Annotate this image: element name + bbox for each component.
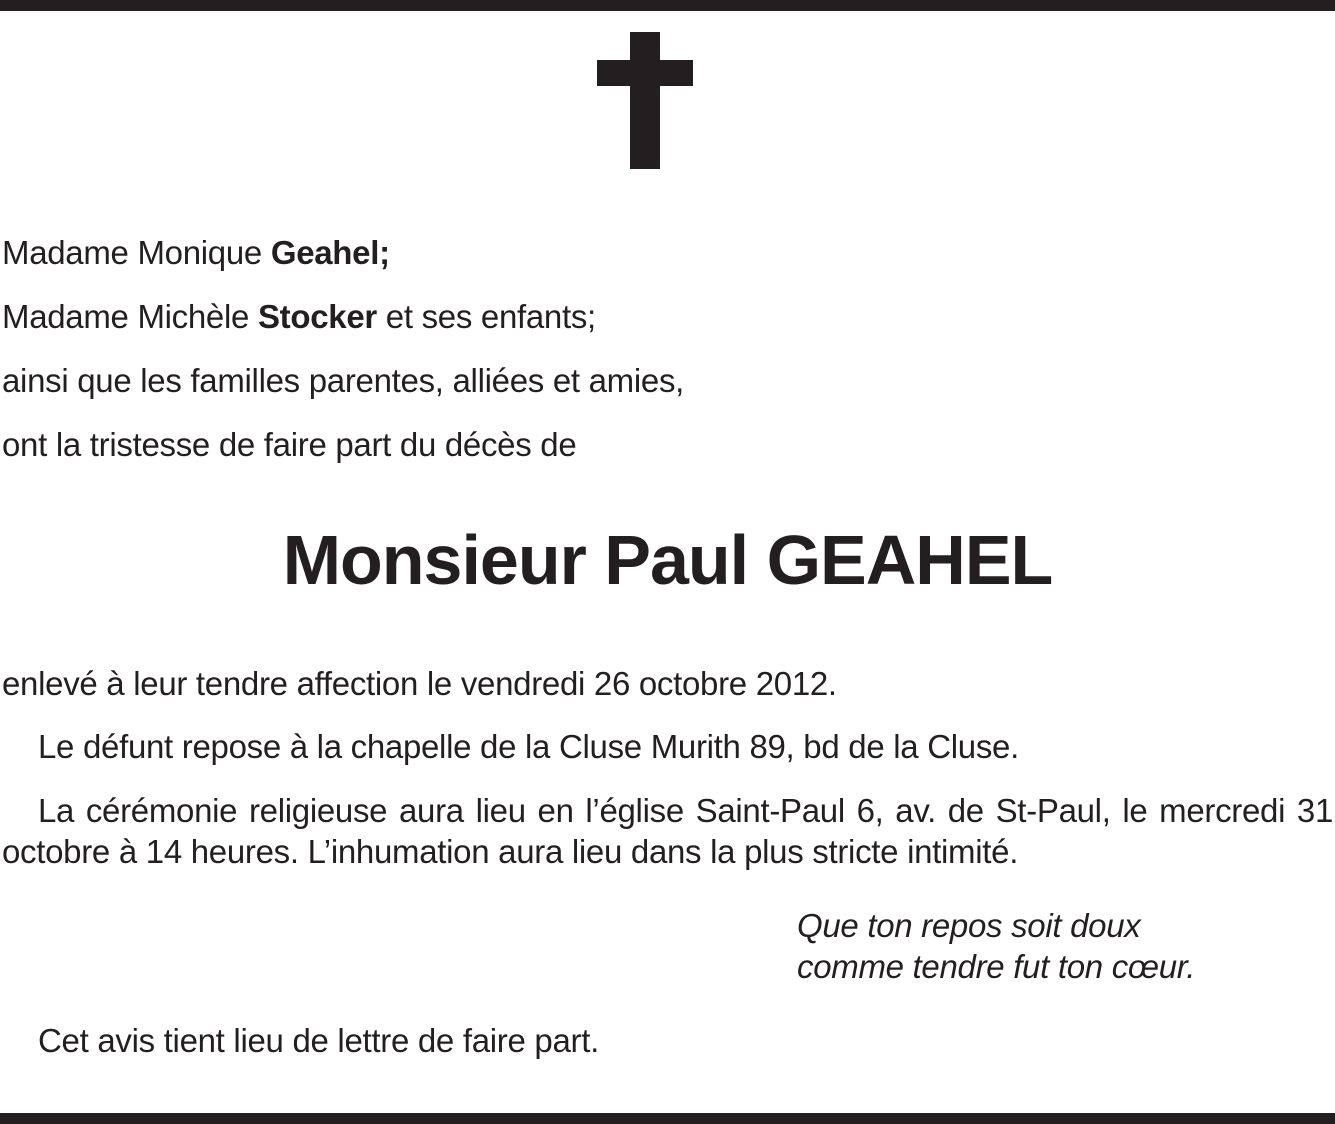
surname-geahel: Geahel; <box>270 234 390 271</box>
death-date-line: enlevé à leur tendre affection le vendredi 26 octobre 2012. <box>2 665 837 702</box>
family-line-3: ainsi que les familles parentes, alliées et amies, <box>2 362 685 399</box>
repose-line: Le défunt repose à la chapelle de la Cluse Murith 89, bd de la Cluse. <box>38 728 1019 765</box>
ceremony-paragraph: La cérémonie religieuse aura lieu en l’église Saint-Paul 6, av. de St-Paul, le mercredi 31 octobre à 14 heures. L’inhumation aura lieu dans la plus stricte intimité. <box>2 792 1333 870</box>
memorial-verse <box>797 905 1195 987</box>
verse-line-2: comme tendre fut ton cœur. <box>797 948 1196 985</box>
top-border-rule <box>0 0 1335 11</box>
cross-icon <box>597 32 693 169</box>
family-line-2: Madame Michèle Stocker et ses enfants; <box>2 298 596 335</box>
family-line-4: ont la tristesse de faire part du décès de <box>2 426 577 463</box>
surname-stocker: Stocker <box>257 298 377 335</box>
verse-line-1: Que ton repos soit doux <box>797 907 1141 944</box>
bottom-border-rule <box>0 1113 1335 1124</box>
deceased-name: Monsieur Paul GEAHEL <box>282 521 1053 599</box>
family-line-1: Madame Monique Geahel; <box>2 234 390 271</box>
closing-line: Cet avis tient lieu de lettre de faire part. <box>38 1022 599 1059</box>
